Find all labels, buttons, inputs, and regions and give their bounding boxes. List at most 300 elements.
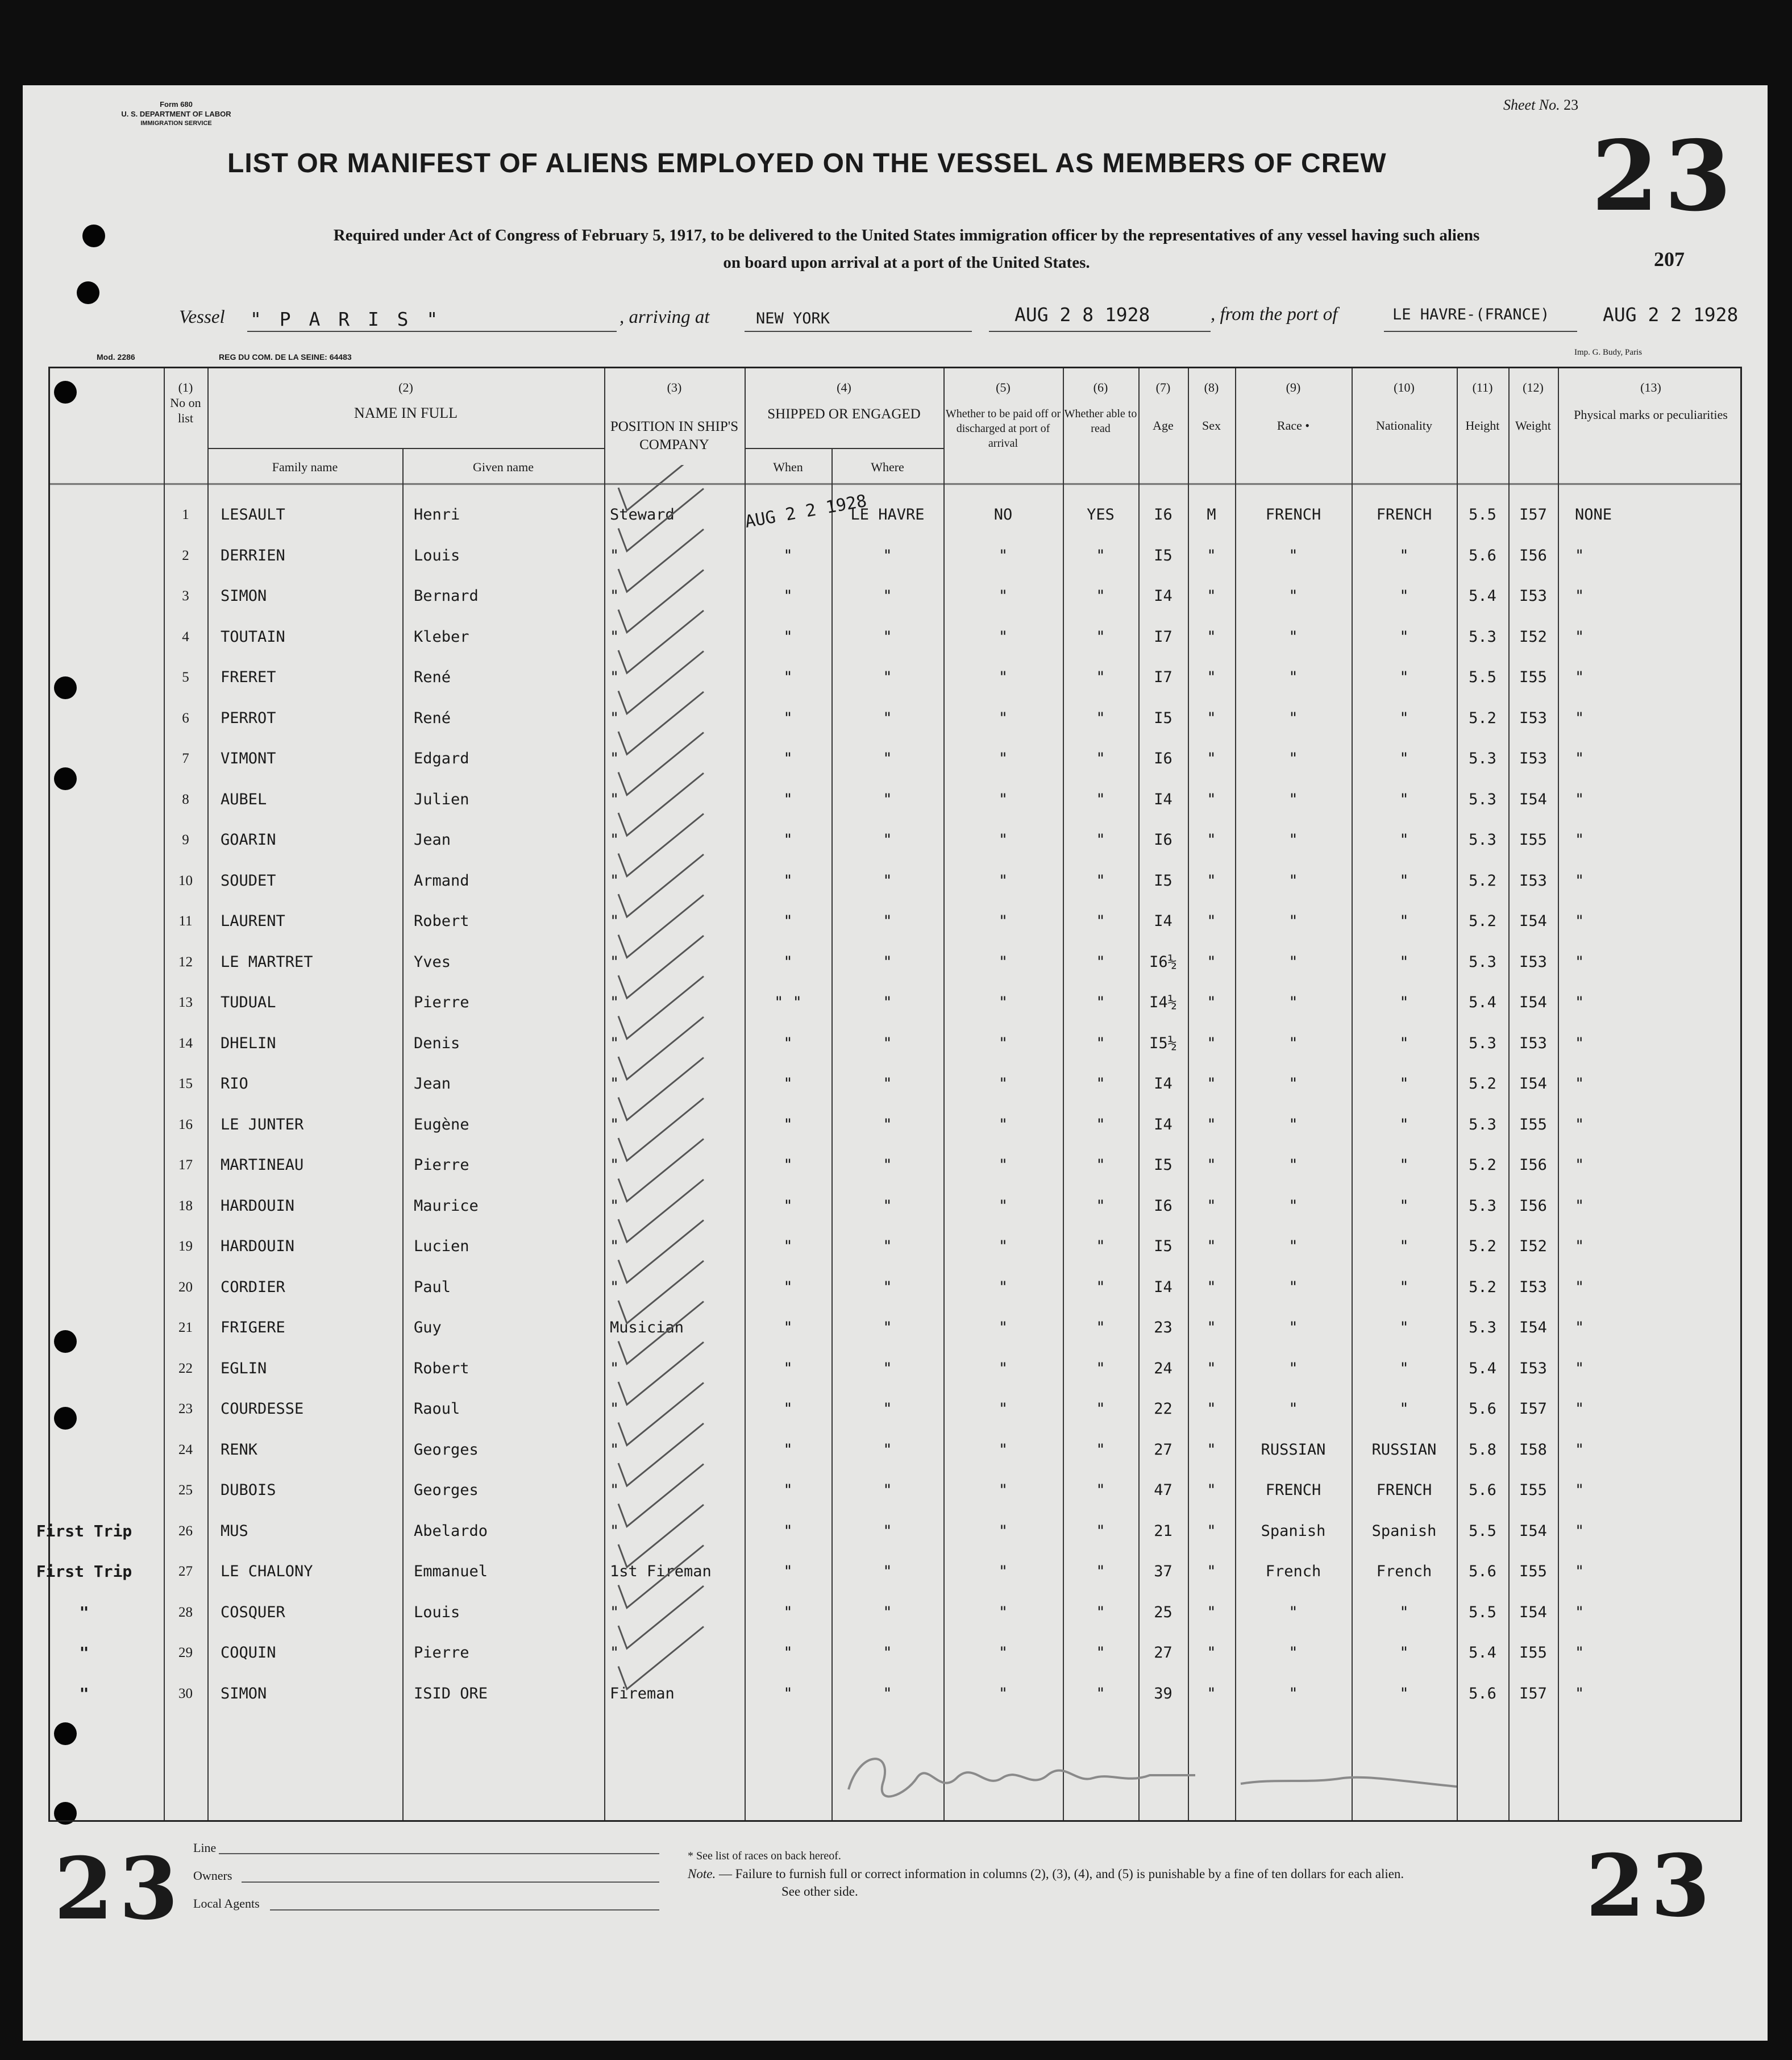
cell-race: " — [1288, 546, 1298, 564]
cell-race: " — [1288, 1359, 1298, 1377]
cell-able-to-read: " — [1096, 1400, 1105, 1418]
cell-list-number: 6 — [182, 710, 189, 726]
cell-physical-marks: " — [1575, 1400, 1585, 1418]
cell-height: 5.2 — [1469, 1278, 1496, 1296]
check-mark — [618, 1383, 704, 1446]
cell-list-number: 5 — [182, 670, 189, 685]
cell-shipped-where: " — [883, 1319, 892, 1336]
cell-able-to-read: " — [1096, 1684, 1105, 1702]
cell-able-to-read: " — [1096, 790, 1105, 808]
cell-position: " — [610, 1115, 619, 1133]
cell-family-name: DUBOIS — [221, 1481, 276, 1499]
cell-sex: " — [1207, 1440, 1216, 1459]
cell-given-name: Abelardo — [414, 1522, 488, 1540]
col-8-label: Sex — [1202, 418, 1221, 433]
cell-age: I5 — [1154, 709, 1173, 727]
cell-physical-marks: " — [1575, 790, 1585, 808]
cell-position: 1st Fireman — [610, 1563, 712, 1580]
cell-family-name: MUS — [221, 1522, 248, 1540]
col-2-label: NAME IN FULL — [354, 405, 458, 421]
cell-age: 37 — [1154, 1563, 1173, 1580]
cell-able-to-read: " — [1096, 1197, 1105, 1215]
cell-height: 5.3 — [1469, 1319, 1496, 1336]
col-8-number: (8) — [1204, 380, 1219, 394]
cell-physical-marks: " — [1575, 750, 1585, 767]
cell-able-to-read: " — [1096, 1034, 1105, 1052]
cell-physical-marks: " — [1575, 1684, 1585, 1702]
cell-physical-marks: " — [1575, 1237, 1585, 1255]
cell-nationality: " — [1399, 871, 1409, 890]
cell-given-name: Denis — [414, 1034, 460, 1052]
cell-shipped-where: " — [883, 831, 892, 849]
cell-weight: I53 — [1519, 953, 1547, 971]
cell-position: " — [610, 587, 619, 605]
cell-family-name: COQUIN — [221, 1644, 276, 1662]
margin-annotation: " — [79, 1684, 89, 1703]
cell-height: 5.3 — [1469, 1197, 1496, 1215]
cell-paid-off: " — [998, 668, 1008, 686]
check-mark — [618, 733, 704, 795]
cell-shipped-where: " — [883, 1400, 892, 1418]
cell-height: 5.2 — [1469, 1156, 1496, 1174]
cell-given-name: Emmanuel — [414, 1563, 488, 1580]
cell-height: 5.3 — [1469, 1115, 1496, 1133]
cell-given-name: Lucien — [414, 1237, 469, 1255]
cell-height: 5.2 — [1469, 912, 1496, 930]
cell-nationality: " — [1399, 709, 1409, 727]
cell-able-to-read: " — [1096, 1603, 1105, 1621]
table-row — [50, 738, 1740, 779]
cell-shipped-when: " — [783, 871, 793, 890]
check-mark — [618, 570, 704, 633]
cell-family-name: HARDOUIN — [221, 1237, 295, 1255]
cell-able-to-read: " — [1096, 953, 1105, 971]
cell-family-name: COURDESSE — [221, 1400, 304, 1418]
col-1-number: (1) — [178, 380, 193, 394]
cell-sex: " — [1207, 1644, 1216, 1662]
check-mark — [618, 854, 704, 917]
agents-underline — [270, 1909, 659, 1911]
cell-shipped-where: " — [883, 790, 892, 808]
table-row — [50, 779, 1740, 820]
check-mark — [618, 1179, 704, 1242]
printer-credit: Imp. G. Budy, Paris — [1574, 348, 1643, 357]
penalty-note — [688, 1865, 1404, 1883]
cell-paid-off: " — [998, 1440, 1008, 1459]
cell-position: " — [610, 790, 619, 808]
cell-list-number: 20 — [178, 1279, 193, 1295]
cell-weight: I54 — [1519, 912, 1547, 930]
cell-sex: " — [1207, 628, 1216, 646]
cell-given-name: Louis — [414, 1603, 460, 1621]
cell-shipped-when: " — [783, 750, 793, 767]
cell-sex: " — [1207, 587, 1216, 605]
table-row — [50, 861, 1740, 901]
cell-height: 5.3 — [1469, 831, 1496, 849]
cell-physical-marks: " — [1575, 546, 1585, 564]
cell-height: 5.4 — [1469, 587, 1496, 605]
cell-shipped-where: " — [883, 1440, 892, 1459]
table-row — [50, 901, 1740, 941]
cell-nationality: " — [1399, 1400, 1409, 1418]
cell-age: I6½ — [1149, 953, 1177, 971]
col-6-header — [1063, 380, 1138, 436]
check-mark — [618, 936, 704, 998]
cell-nationality: " — [1399, 1197, 1409, 1215]
cell-sex: " — [1207, 1237, 1216, 1255]
registry-number: REG DU COM. DE LA SEINE: 64483 — [219, 352, 352, 362]
cell-weight: I55 — [1519, 1481, 1547, 1499]
cell-paid-off: " — [998, 1237, 1008, 1255]
cell-sex: " — [1207, 994, 1216, 1011]
col-2-family-header: Family name — [272, 460, 338, 474]
cell-age: 21 — [1154, 1522, 1173, 1540]
manifest-title: LIST OR MANIFEST OF ALIENS EMPLOYED ON THE VESSEL AS MEMBERS OF CREW — [227, 148, 1387, 178]
cell-shipped-where: " — [883, 1115, 892, 1133]
cell-position: " — [610, 871, 619, 890]
cell-position: " — [610, 831, 619, 849]
check-mark — [618, 489, 704, 551]
cell-age: I4 — [1154, 1075, 1173, 1093]
cell-physical-marks: " — [1575, 1563, 1585, 1580]
cell-physical-marks: " — [1575, 1440, 1585, 1459]
cell-list-number: 29 — [178, 1645, 193, 1660]
subtitle-line-1: Required under Act of Congress of February 5, 1917, to be delivered to the United States immigration officer by the representatives of any vessel having such aliens — [333, 226, 1480, 244]
manifest-sheet — [23, 85, 1768, 2041]
cell-weight: I53 — [1519, 1359, 1547, 1377]
cell-physical-marks: " — [1575, 1481, 1585, 1499]
cell-shipped-when: " — [783, 1563, 793, 1580]
cell-shipped-where: " — [883, 953, 892, 971]
cell-shipped-where: " — [883, 1603, 892, 1621]
cell-list-number: 2 — [182, 547, 189, 563]
cell-position: " — [610, 1644, 619, 1662]
col-12-label: Weight — [1515, 418, 1551, 433]
cell-nationality: " — [1399, 1644, 1409, 1662]
cell-age: I4 — [1154, 1278, 1173, 1296]
cell-able-to-read: " — [1096, 831, 1105, 849]
officer-signature — [843, 1744, 1468, 1825]
cell-race: " — [1288, 1237, 1298, 1255]
cell-paid-off: " — [998, 953, 1008, 971]
cell-race: French — [1265, 1563, 1321, 1580]
cell-family-name: FRERET — [221, 668, 276, 686]
cell-weight: I54 — [1519, 790, 1547, 808]
cell-able-to-read: " — [1096, 628, 1105, 646]
cell-family-name: HARDOUIN — [221, 1197, 295, 1215]
col-11-number: (11) — [1472, 380, 1493, 394]
cell-sex: " — [1207, 1359, 1216, 1377]
cell-age: I6 — [1154, 831, 1173, 849]
table-row — [50, 1267, 1740, 1307]
col-1-label: No on list — [170, 396, 201, 425]
cell-physical-marks: " — [1575, 1644, 1585, 1662]
cell-position: " — [610, 1237, 619, 1255]
table-row — [50, 1145, 1740, 1185]
check-mark — [618, 1505, 704, 1567]
col-5-header — [943, 380, 1063, 451]
cell-shipped-where: " — [883, 668, 892, 686]
cell-height: 5.2 — [1469, 709, 1496, 727]
sheet-label: Sheet No. — [1503, 97, 1560, 113]
cell-nationality: Spanish — [1371, 1522, 1437, 1540]
cell-height: 5.3 — [1469, 790, 1496, 808]
table-row — [50, 698, 1740, 738]
cell-shipped-where: " — [883, 1359, 892, 1377]
cell-given-name: Robert — [414, 1359, 469, 1377]
margin-annotation: " — [79, 1602, 89, 1622]
cell-physical-marks: " — [1575, 1278, 1585, 1296]
cell-physical-marks: " — [1575, 1115, 1585, 1133]
cell-weight: I54 — [1519, 1522, 1547, 1540]
cell-given-name: Georges — [414, 1440, 479, 1459]
cell-sex: " — [1207, 1684, 1216, 1702]
cell-age: I4½ — [1149, 994, 1177, 1011]
col-10-label: Nationality — [1376, 418, 1432, 433]
cell-given-name: Pierre — [414, 1156, 469, 1174]
cell-weight: I56 — [1519, 1197, 1547, 1215]
cell-family-name: MARTINEAU — [221, 1156, 304, 1174]
cell-weight: I57 — [1519, 1684, 1547, 1702]
cell-race: " — [1288, 871, 1298, 890]
cell-physical-marks: " — [1575, 1156, 1585, 1174]
cell-list-number: 28 — [178, 1604, 193, 1620]
check-mark — [618, 1139, 704, 1202]
cell-able-to-read: " — [1096, 1440, 1105, 1459]
cell-given-name: Pierre — [414, 1644, 469, 1662]
col-10-number: (10) — [1394, 380, 1415, 394]
cell-paid-off: " — [998, 1563, 1008, 1580]
cell-race: RUSSIAN — [1261, 1440, 1326, 1459]
cell-position: " — [610, 1359, 619, 1377]
cell-shipped-when: " " — [774, 994, 802, 1011]
cell-able-to-read: " — [1096, 1156, 1105, 1174]
cell-height: 5.5 — [1469, 1522, 1496, 1540]
cell-age: 27 — [1154, 1644, 1173, 1662]
cell-weight: I58 — [1519, 1440, 1547, 1459]
cell-able-to-read: " — [1096, 587, 1105, 605]
cell-age: I5 — [1154, 871, 1173, 890]
cell-sex: " — [1207, 750, 1216, 767]
cell-paid-off: " — [998, 628, 1008, 646]
cell-list-number: 9 — [182, 832, 189, 848]
cell-position: " — [610, 1034, 619, 1052]
cell-shipped-where: " — [883, 1522, 892, 1540]
cell-height: 5.2 — [1469, 1075, 1496, 1093]
cell-height: 5.5 — [1469, 506, 1496, 524]
cell-shipped-where: " — [883, 1156, 892, 1174]
cell-nationality: French — [1376, 1563, 1432, 1580]
cell-able-to-read: " — [1096, 1481, 1105, 1499]
cell-weight: I57 — [1519, 1400, 1547, 1418]
cell-family-name: FRIGERE — [221, 1319, 285, 1336]
cell-family-name: DHELIN — [221, 1034, 276, 1052]
cell-list-number: 17 — [178, 1157, 193, 1173]
cell-shipped-when: " — [783, 1400, 793, 1418]
cell-shipped-when: " — [783, 1684, 793, 1702]
cell-paid-off: " — [998, 587, 1008, 605]
cell-paid-off: " — [998, 1278, 1008, 1296]
cell-nationality: " — [1399, 628, 1409, 646]
cell-list-number: 25 — [178, 1482, 193, 1498]
cell-shipped-where: " — [883, 1684, 892, 1702]
signature-scribble — [843, 1744, 1468, 1812]
col-5-number: (5) — [996, 380, 1011, 394]
cell-weight: I53 — [1519, 1278, 1547, 1296]
cell-race: " — [1288, 1156, 1298, 1174]
cell-nationality: " — [1399, 953, 1409, 971]
footer-notes — [688, 1847, 1404, 1900]
subtitle-line-2: on board upon arrival at a port of the United States. — [723, 254, 1090, 272]
cell-nationality: " — [1399, 1359, 1409, 1377]
table-row — [50, 1064, 1740, 1104]
cell-sex: " — [1207, 1278, 1216, 1296]
cell-race: " — [1288, 1115, 1298, 1133]
col-7-number: (7) — [1155, 380, 1171, 394]
cell-physical-marks: " — [1575, 709, 1585, 727]
cell-paid-off: " — [998, 750, 1008, 767]
cell-given-name: Armand — [414, 871, 469, 890]
cell-physical-marks: " — [1575, 1603, 1585, 1621]
cell-physical-marks: " — [1575, 1522, 1585, 1540]
cell-shipped-where: " — [883, 587, 892, 605]
cell-paid-off: " — [998, 1481, 1008, 1499]
cell-position: " — [610, 668, 619, 686]
cell-position: " — [610, 1278, 619, 1296]
cell-shipped-when: " — [783, 1075, 793, 1093]
cell-shipped-where: " — [883, 1034, 892, 1052]
cell-given-name: Jean — [414, 831, 451, 849]
cell-family-name: AUBEL — [221, 790, 267, 808]
col-10-header — [1352, 380, 1457, 433]
cell-shipped-where: " — [883, 1075, 892, 1093]
cell-sex: " — [1207, 790, 1216, 808]
check-mark — [618, 1586, 704, 1648]
cell-height: 5.3 — [1469, 628, 1496, 646]
table-row — [50, 535, 1740, 576]
table-row — [50, 1633, 1740, 1673]
table-row — [50, 617, 1740, 657]
cell-nationality: FRENCH — [1376, 1481, 1432, 1499]
cell-family-name: PERROT — [221, 709, 276, 727]
footer-owners-label: Owners — [193, 1868, 232, 1883]
cell-able-to-read: " — [1096, 546, 1105, 564]
punch-hole — [77, 281, 99, 304]
check-mark — [618, 1464, 704, 1527]
header-bottom-line — [50, 483, 1740, 485]
cell-weight: I52 — [1519, 628, 1547, 646]
cell-race: FRENCH — [1265, 1481, 1321, 1499]
cell-family-name: EGLIN — [221, 1359, 267, 1377]
cell-able-to-read: YES — [1087, 506, 1115, 524]
col-13-number: (13) — [1640, 380, 1661, 394]
cell-able-to-read: " — [1096, 994, 1105, 1011]
cell-list-number: 23 — [178, 1401, 193, 1417]
cell-paid-off: " — [998, 1156, 1008, 1174]
cell-list-number: 8 — [182, 791, 189, 807]
check-mark — [618, 651, 704, 714]
cell-given-name: Paul — [414, 1278, 451, 1296]
cell-race: " — [1288, 994, 1298, 1011]
crew-manifest-table — [36, 367, 1742, 1822]
cell-position: " — [610, 994, 619, 1011]
cell-paid-off: " — [998, 709, 1008, 727]
cell-family-name: LE CHALONY — [221, 1563, 313, 1580]
cell-shipped-where: " — [883, 750, 892, 767]
cell-paid-off: " — [998, 1115, 1008, 1133]
check-mark — [618, 773, 704, 836]
cell-race: " — [1288, 953, 1298, 971]
cell-shipped-where: " — [883, 1563, 892, 1580]
cell-position: " — [610, 1197, 619, 1215]
cell-list-number: 13 — [178, 995, 193, 1010]
cell-weight: I56 — [1519, 1156, 1547, 1174]
cell-paid-off: " — [998, 1603, 1008, 1621]
col-6-number: (6) — [1093, 380, 1108, 394]
cell-shipped-where: " — [883, 1278, 892, 1296]
cell-paid-off: " — [998, 1522, 1008, 1540]
cell-family-name: TUDUAL — [221, 994, 276, 1011]
cell-shipped-where: " — [883, 1481, 892, 1499]
cell-given-name: Guy — [414, 1319, 442, 1336]
cell-paid-off: " — [998, 1644, 1008, 1662]
table-row — [50, 1348, 1740, 1389]
cell-height: 5.3 — [1469, 953, 1496, 971]
cell-position: " — [610, 1603, 619, 1621]
cell-able-to-read: " — [1096, 1563, 1105, 1580]
cell-nationality: " — [1399, 1684, 1409, 1702]
cell-height: 5.4 — [1469, 994, 1496, 1011]
cell-family-name: VIMONT — [221, 750, 276, 767]
table-row — [50, 1470, 1740, 1510]
cell-shipped-when: " — [783, 1319, 793, 1336]
table-row — [50, 1307, 1740, 1348]
cell-shipped-when: " — [783, 1359, 793, 1377]
cell-race: " — [1288, 587, 1298, 605]
cell-shipped-where: " — [883, 1644, 892, 1662]
check-mark — [618, 814, 704, 877]
cell-height: 5.8 — [1469, 1440, 1496, 1459]
cell-race: " — [1288, 1644, 1298, 1662]
cell-shipped-where: " — [883, 871, 892, 890]
cell-age: I5 — [1154, 1156, 1173, 1174]
cell-physical-marks: " — [1575, 628, 1585, 646]
cell-list-number: 10 — [178, 873, 193, 888]
cell-paid-off: " — [998, 994, 1008, 1011]
cell-weight: I55 — [1519, 1644, 1547, 1662]
cell-given-name: Raoul — [414, 1400, 460, 1418]
cell-shipped-when: " — [783, 668, 793, 686]
arriving-label: , arriving at — [619, 307, 710, 327]
cell-family-name: SOUDET — [221, 871, 276, 890]
cell-shipped-when: " — [783, 1603, 793, 1621]
cell-shipped-when: " — [783, 1522, 793, 1540]
arriving-port: NEW YORK — [756, 310, 830, 327]
cell-weight: I53 — [1519, 587, 1547, 605]
check-mark — [618, 610, 704, 673]
check-mark — [618, 1220, 704, 1283]
cell-paid-off: " — [998, 1034, 1008, 1052]
cell-family-name: CORDIER — [221, 1278, 285, 1296]
col-9-header — [1235, 380, 1352, 433]
check-mark — [618, 465, 704, 510]
cell-paid-off: NO — [993, 506, 1013, 524]
col-4-when-header: When — [773, 460, 803, 474]
cell-nationality: RUSSIAN — [1371, 1440, 1437, 1459]
col-2-header — [207, 380, 604, 421]
cell-able-to-read: " — [1096, 750, 1105, 767]
table-row — [50, 1104, 1740, 1145]
